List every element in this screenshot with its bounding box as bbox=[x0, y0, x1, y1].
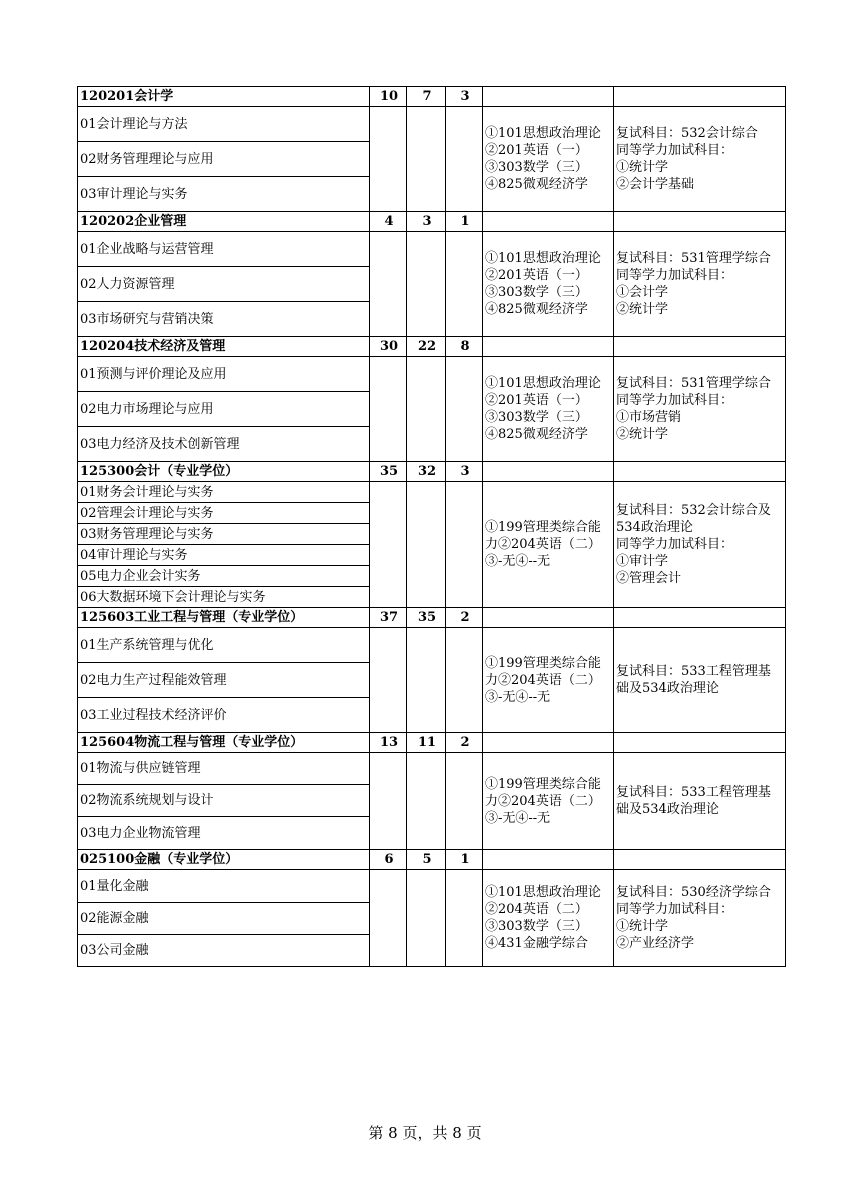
empty-quota-cell bbox=[446, 870, 483, 967]
exam-subject-line: ①101思想政治理论 bbox=[485, 885, 601, 900]
retest-notes bbox=[614, 357, 786, 462]
exempt-quota: 2 bbox=[446, 733, 483, 753]
section-header-row bbox=[78, 850, 786, 870]
exam-subject-line: ③-无④--无 bbox=[485, 810, 551, 826]
empty-quota-cell bbox=[407, 107, 446, 212]
exam-subject-line: ①199管理类综合能 bbox=[485, 655, 601, 671]
research-direction: 02人力资源管理 bbox=[78, 267, 370, 302]
research-direction: 02电力市场理论与应用 bbox=[78, 392, 370, 427]
program-code-name: 125603工业工程与管理（专业学位） bbox=[78, 608, 370, 628]
exam-subject-line: ②204英语（二） bbox=[485, 902, 588, 917]
retest-notes bbox=[614, 628, 786, 733]
exam-subject-line: ③-无④--无 bbox=[485, 689, 551, 705]
exam-subject-line: ①199管理类综合能 bbox=[485, 776, 601, 792]
retest-note-line: 同等学力加试科目： bbox=[616, 143, 734, 158]
total-quota: 13 bbox=[370, 733, 407, 753]
direction-row bbox=[78, 482, 786, 503]
retest-note-line: 复试科目：532会计综合 bbox=[616, 126, 758, 141]
empty-quota-cell bbox=[446, 232, 483, 337]
empty-cell bbox=[614, 212, 786, 232]
section-header-row bbox=[78, 608, 786, 628]
section-header-row bbox=[78, 733, 786, 753]
total-quota: 4 bbox=[370, 212, 407, 232]
retest-note-line: ①审计学 bbox=[616, 554, 669, 569]
exam-subject-line: ②201英语（一） bbox=[485, 143, 588, 158]
exam-subject-line: 力②204英语（二） bbox=[485, 537, 601, 552]
section-header-row bbox=[78, 212, 786, 232]
retest-note-line: 同等学力加试科目： bbox=[616, 268, 734, 283]
retest-note-line: ②会计学基础 bbox=[616, 177, 695, 192]
total-quota: 6 bbox=[370, 850, 407, 870]
empty-quota-cell bbox=[407, 232, 446, 337]
empty-cell bbox=[483, 733, 614, 753]
program-code-name: 120204技术经济及管理 bbox=[78, 337, 370, 357]
exam-subject-line: ③303数学（三） bbox=[485, 285, 588, 300]
retest-note-line: ①市场营销 bbox=[616, 410, 682, 425]
retest-note-line: 础及534政治理论 bbox=[616, 681, 719, 696]
exam-subject-line: ①101思想政治理论 bbox=[485, 376, 601, 391]
research-direction: 01企业战略与运营管理 bbox=[78, 232, 370, 267]
exam-quota: 22 bbox=[407, 337, 446, 357]
exam-quota: 3 bbox=[407, 212, 446, 232]
empty-cell bbox=[483, 850, 614, 870]
retest-note-line: 复试科目：531管理学综合 bbox=[616, 251, 771, 266]
exam-subjects bbox=[483, 628, 614, 733]
research-direction: 03工业过程技术经济评价 bbox=[78, 698, 370, 733]
exam-subjects bbox=[483, 870, 614, 967]
retest-note-line: 同等学力加试科目： bbox=[616, 393, 734, 408]
empty-cell bbox=[614, 462, 786, 482]
section-header-row bbox=[78, 87, 786, 107]
empty-quota-cell bbox=[446, 628, 483, 733]
exempt-quota: 2 bbox=[446, 608, 483, 628]
direction-row bbox=[78, 753, 786, 785]
exam-subject-line: ③303数学（三） bbox=[485, 410, 588, 425]
empty-cell bbox=[614, 733, 786, 753]
exam-subject-line: ①101思想政治理论 bbox=[485, 126, 601, 141]
exam-subject-line: ①199管理类综合能 bbox=[485, 520, 601, 535]
exempt-quota: 8 bbox=[446, 337, 483, 357]
exam-quota: 11 bbox=[407, 733, 446, 753]
exam-subject-line: ③303数学（三） bbox=[485, 160, 588, 175]
research-direction: 01预测与评价理论及应用 bbox=[78, 357, 370, 392]
empty-cell bbox=[614, 850, 786, 870]
exam-subjects bbox=[483, 753, 614, 850]
empty-cell bbox=[483, 608, 614, 628]
exam-subject-line: ④825微观经济学 bbox=[485, 177, 588, 192]
direction-row bbox=[78, 107, 786, 142]
empty-quota-cell bbox=[446, 482, 483, 608]
program-code-name: 120201会计学 bbox=[78, 87, 370, 107]
research-direction: 02电力生产过程能效管理 bbox=[78, 663, 370, 698]
exempt-quota: 1 bbox=[446, 212, 483, 232]
empty-quota-cell bbox=[407, 357, 446, 462]
exempt-quota: 1 bbox=[446, 850, 483, 870]
retest-note-line: 复试科目：531管理学综合 bbox=[616, 376, 771, 391]
research-direction: 02管理会计理论与实务 bbox=[78, 503, 370, 524]
retest-note-line: ②统计学 bbox=[616, 427, 669, 442]
total-quota: 30 bbox=[370, 337, 407, 357]
retest-note-line: 同等学力加试科目： bbox=[616, 537, 734, 552]
retest-note-line: 同等学力加试科目： bbox=[616, 902, 734, 917]
research-direction: 03财务管理理论与实务 bbox=[78, 524, 370, 545]
direction-row bbox=[78, 870, 786, 903]
exam-subject-line: ②201英语（一） bbox=[485, 268, 588, 283]
exam-subjects bbox=[483, 357, 614, 462]
empty-cell bbox=[614, 87, 786, 107]
retest-note-line: ②管理会计 bbox=[616, 571, 682, 586]
exempt-quota: 3 bbox=[446, 462, 483, 482]
retest-note-line: ①统计学 bbox=[616, 160, 669, 175]
empty-quota-cell bbox=[446, 753, 483, 850]
research-direction: 03电力经济及技术创新管理 bbox=[78, 427, 370, 462]
retest-note-line: ②统计学 bbox=[616, 302, 669, 317]
retest-note-line: ①会计学 bbox=[616, 285, 669, 300]
retest-note-line: 534政治理论 bbox=[616, 520, 693, 535]
research-direction: 03公司金融 bbox=[78, 935, 370, 967]
total-quota: 10 bbox=[370, 87, 407, 107]
retest-notes bbox=[614, 482, 786, 608]
enrollment-table bbox=[77, 86, 786, 967]
research-direction: 03电力企业物流管理 bbox=[78, 817, 370, 850]
retest-note-line: 复试科目：530经济学综合 bbox=[616, 885, 771, 900]
exam-quota: 7 bbox=[407, 87, 446, 107]
direction-row bbox=[78, 628, 786, 663]
research-direction: 05电力企业会计实务 bbox=[78, 566, 370, 587]
program-code-name: 125604物流工程与管理（专业学位） bbox=[78, 733, 370, 753]
exam-subject-line: ④431金融学综合 bbox=[485, 936, 588, 951]
exam-subject-line: ①101思想政治理论 bbox=[485, 251, 601, 266]
exam-subject-line: ④825微观经济学 bbox=[485, 302, 588, 317]
direction-row bbox=[78, 232, 786, 267]
research-direction: 06大数据环境下会计理论与实务 bbox=[78, 587, 370, 608]
empty-quota-cell bbox=[446, 357, 483, 462]
empty-quota-cell bbox=[407, 628, 446, 733]
empty-quota-cell bbox=[370, 482, 407, 608]
exam-subject-line: ④825微观经济学 bbox=[485, 427, 588, 442]
empty-quota-cell bbox=[370, 357, 407, 462]
total-quota: 37 bbox=[370, 608, 407, 628]
empty-cell bbox=[614, 337, 786, 357]
empty-cell bbox=[483, 212, 614, 232]
empty-quota-cell bbox=[407, 482, 446, 608]
empty-quota-cell bbox=[370, 232, 407, 337]
empty-quota-cell bbox=[407, 870, 446, 967]
retest-note-line: ①统计学 bbox=[616, 919, 669, 934]
exempt-quota: 3 bbox=[446, 87, 483, 107]
exam-subject-line: 力②204英语（二） bbox=[485, 793, 601, 809]
empty-cell bbox=[483, 87, 614, 107]
exam-subject-line: ③-无④--无 bbox=[485, 554, 551, 569]
direction-row bbox=[78, 357, 786, 392]
empty-quota-cell bbox=[370, 628, 407, 733]
section-header-row bbox=[78, 337, 786, 357]
exam-subject-line: ③303数学（三） bbox=[485, 919, 588, 934]
section-header-row bbox=[78, 462, 786, 482]
retest-notes bbox=[614, 107, 786, 212]
empty-cell bbox=[614, 608, 786, 628]
retest-notes bbox=[614, 870, 786, 967]
research-direction: 01财务会计理论与实务 bbox=[78, 482, 370, 503]
program-code-name: 120202企业管理 bbox=[78, 212, 370, 232]
program-code-name: 025100金融（专业学位） bbox=[78, 850, 370, 870]
empty-quota-cell bbox=[370, 753, 407, 850]
program-code-name: 125300会计（专业学位） bbox=[78, 462, 370, 482]
research-direction: 04审计理论与实务 bbox=[78, 545, 370, 566]
research-direction: 01会计理论与方法 bbox=[78, 107, 370, 142]
retest-note-line: ②产业经济学 bbox=[616, 936, 695, 951]
research-direction: 01生产系统管理与优化 bbox=[78, 628, 370, 663]
research-direction: 02能源金融 bbox=[78, 903, 370, 935]
retest-note-line: 复试科目：532会计综合及 bbox=[616, 503, 771, 518]
research-direction: 02财务管理理论与应用 bbox=[78, 142, 370, 177]
retest-note-line: 础及534政治理论 bbox=[616, 802, 719, 817]
empty-cell bbox=[483, 337, 614, 357]
total-quota: 35 bbox=[370, 462, 407, 482]
exam-quota: 32 bbox=[407, 462, 446, 482]
research-direction: 01量化金融 bbox=[78, 870, 370, 903]
exam-subject-line: 力②204英语（二） bbox=[485, 672, 601, 688]
research-direction: 03审计理论与实务 bbox=[78, 177, 370, 212]
research-direction: 02物流系统规划与设计 bbox=[78, 785, 370, 817]
exam-subjects bbox=[483, 482, 614, 608]
empty-quota-cell bbox=[370, 870, 407, 967]
retest-notes bbox=[614, 232, 786, 337]
retest-note-line: 复试科目：533工程管理基 bbox=[616, 785, 771, 800]
page-number: 第 8 页，共 8 页 bbox=[368, 1124, 482, 1142]
empty-cell bbox=[483, 462, 614, 482]
exam-quota: 5 bbox=[407, 850, 446, 870]
exam-subject-line: ②201英语（一） bbox=[485, 393, 588, 408]
research-direction: 03市场研究与营销决策 bbox=[78, 302, 370, 337]
exam-quota: 35 bbox=[407, 608, 446, 628]
exam-subjects bbox=[483, 232, 614, 337]
exam-subjects bbox=[483, 107, 614, 212]
empty-quota-cell bbox=[370, 107, 407, 212]
retest-note-line: 复试科目：533工程管理基 bbox=[616, 664, 771, 679]
empty-quota-cell bbox=[407, 753, 446, 850]
research-direction: 01物流与供应链管理 bbox=[78, 753, 370, 785]
empty-quota-cell bbox=[446, 107, 483, 212]
retest-notes bbox=[614, 753, 786, 850]
